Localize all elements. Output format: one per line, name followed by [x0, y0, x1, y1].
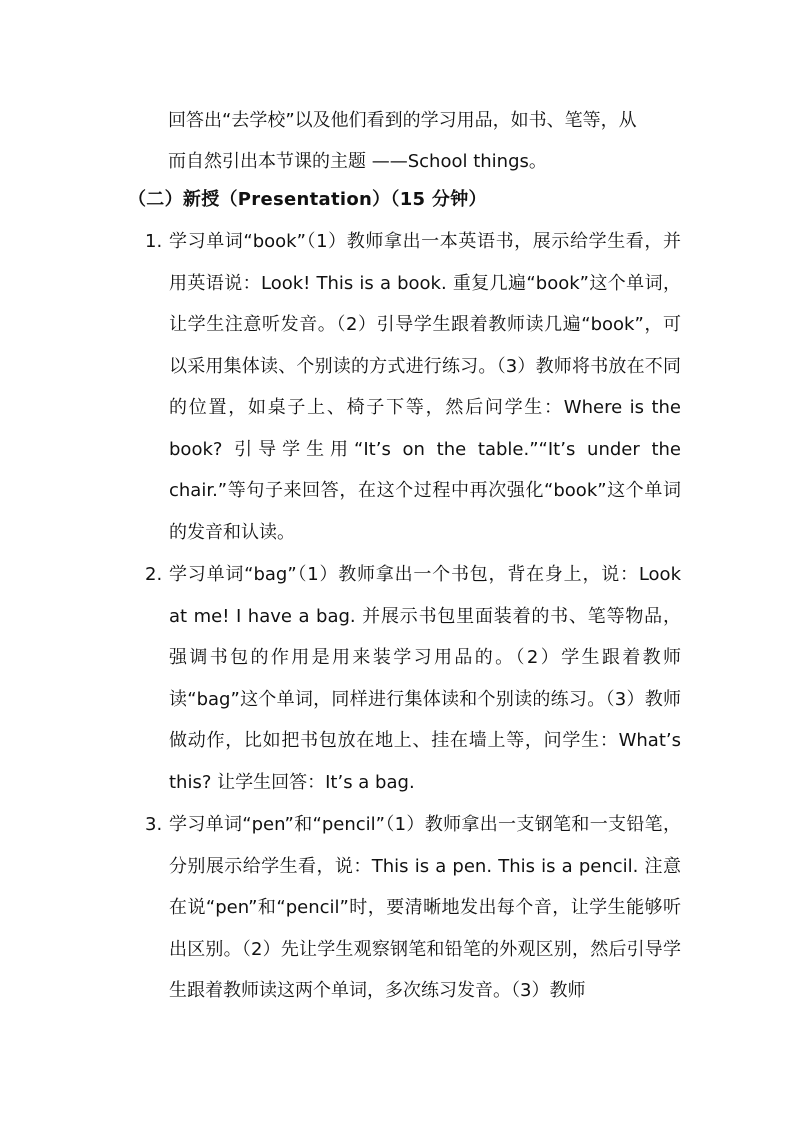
- list-item-number: 2.: [145, 564, 163, 585]
- list-item-text: 学习单词“bag”（1）教师拿出一个书包，背在身上，说：Look at me! I have a bag. 并展示书包里面装着的书、笔等物品，强调书包的作用是用来装学习用品的。（2）学生跟着教师读“bag”这个单词，同样进行集体读和个别读的练习。（3）教师做动作，比如把书包放在地上、挂在墙上等，问学生：What’s this? 让学生回答：It’s a bag.: [169, 564, 681, 793]
- list-item: [145, 554, 685, 803]
- list-item-number: 3.: [145, 814, 163, 835]
- intro-line-1: 回答出“去学校”以及他们看到的学习用品，如书、笔等，从: [168, 110, 637, 131]
- section-heading: （二）新授（Presentation）（15 分钟）: [128, 189, 487, 210]
- intro-paragraph: [168, 100, 683, 182]
- list-item-text: 学习单词“book”（1）教师拿出一本英语书，展示给学生看，并用英语说：Look! This is a book. 重复几遍“book”这个单词，让学生注意听发音。（2）引导学生跟着教师读几遍“book”，可以采用集体读、个别读的方式进行练习。（3）教师将书放在不同的位置，如桌子上、椅子下等，然后问学生：Where is the book? 引导学生用“It’s on the table.”“It’s under the chair.”等句子来回答，在这个过程中再次强化“book”这个单词的发音和认读。: [169, 231, 681, 543]
- list-item-number: 1.: [145, 231, 163, 252]
- list-item: [145, 804, 685, 1012]
- list-item: [145, 221, 685, 553]
- list-item-text: 学习单词“pen”和“pencil”（1）教师拿出一支钢笔和一支铅笔，分别展示给学生看，说：This is a pen. This is a pencil. 注意在说“pen”和“pencil”时，要清晰地发出每个音，让学生能够听出区别。（2）先让学生观察钢笔和铅笔的外观区别，然后引导学生跟着教师读这两个单词，多次练习发音。（3）教师: [169, 814, 681, 1001]
- intro-line-2: 而自然引出本节课的主题 ——School things。: [168, 151, 547, 172]
